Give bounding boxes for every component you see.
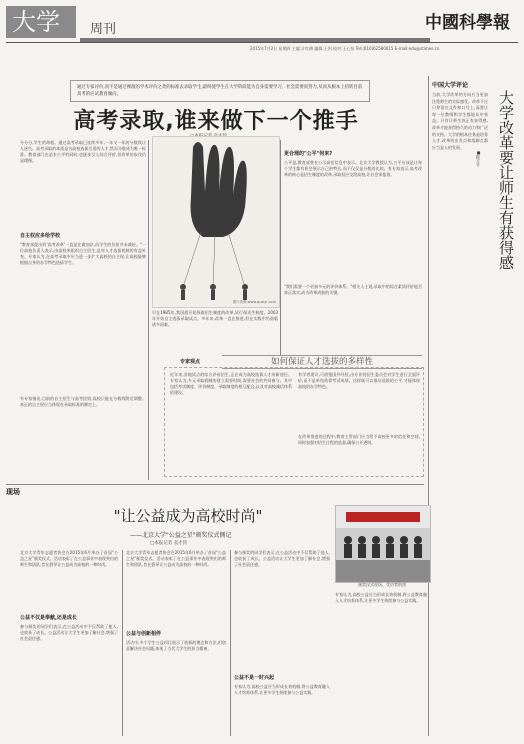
col2-para-2: 公平是,教育部曾在公示高招信息中表示。北京大学教授认为,公平应该是让每个学生都有机会展示自己的特长,而不仅仅是分数的比较。有专家表示,高考改革的核心是招生制度的改革,录取权应交给高校,让社会来监督。	[284, 160, 422, 178]
sidebar-rule	[428, 76, 429, 736]
col2-para-1: 早在1985年,我国就开始探索招生制度的改革,试行保送生制度。2003年开始自主选拔录取试点。多年来,改革一直在推进,但在实践中仍面临诸多困难。	[152, 310, 278, 328]
section-tag: 大学	[6, 6, 76, 38]
col3-para-2: 有学者建议,可借鉴国外经验,由专业的招生委员会对学生进行全面评价,而不是单纯依靠考试成绩。这样既可以保证选拔的公平,又能体现高校的办学特色。	[298, 372, 420, 390]
sidebar-author: ■程方平	[476, 150, 481, 167]
col1-section-heading: 自主权应多给学校	[20, 233, 61, 239]
col2-para-3: "我们需要一个更加多元的评价体系。"相关人士说,录取中的综合素质评价能否真正落实,成为改革成败的关键。	[284, 284, 422, 296]
column-rule-2	[280, 140, 281, 355]
photo-caption: 颁奖仪式现场。受访者供图	[358, 582, 406, 587]
section-label-xianchang: 现场	[6, 488, 20, 496]
col1-para-3: 有专家指出,目前的自主招生与高考挂钩,高校只能在分数线附近调整。真正的自主权应当体现在录取标准的制定上。	[20, 396, 146, 408]
second-section-2: 公益与创新相伴	[126, 631, 162, 637]
second-para-3: 活动中,多个学生公益项目展示了创新的理念和方法,用创意解决社会问题,体现了当代大学生的担当精神。	[126, 640, 226, 652]
sidebar-vertical-title: 大学改革要让师生有获得感	[497, 90, 515, 270]
award-ceremony-photo	[335, 505, 431, 583]
illustration-credit: 图片来源:www.gusiyi.com	[232, 300, 276, 304]
col1-para-2: "教育部提出的'高考改革'一直是在做加法,而学生的负担并未减轻。"一位高校负责人表示,由高校来组织自主招生,是对人才选拔机制的有益补充。专家认为,在高考录取中应当进一步扩大高校的自主权,让高校能够根据自身的办学特色选拔学生。	[20, 242, 146, 266]
section-subtitle: 周刊	[90, 22, 117, 37]
hand-puppet-illustration	[152, 136, 280, 308]
main-headline: 高考录取,谁来做下一个推手	[73, 109, 359, 134]
pull-quote-label: 专家观点	[180, 359, 201, 365]
header-rule	[6, 42, 518, 43]
second-byline: □本报记者 袁才钧	[150, 541, 188, 546]
lead-box: 通过专家评价,而不是通过裸演的学术评价之类的标准去录取学生,最终使学生在大学阶段能为自身需要学习、社会需要而努力,从而从根本上扭转目前高考的应试教育倾向。	[70, 80, 370, 102]
sidebar-column-title: 中国大学评论	[432, 82, 469, 89]
col1-para-1: 分分分,学生的命根。通过高考录取已连续多年,一年又一年的分数线让人迷失。高考录取的本质是为高校选拔合适的人才,然而分数成为唯一标准。教育部门在追求公平的同时,也逐步引入综合评价,但改革的步伐仍显缓慢。	[20, 140, 146, 164]
second-para-4: 专家认为,高校公益应当形成长效机制,将公益教育融入人才培养体系,让更多学生持续参与公益实践。	[234, 684, 330, 696]
section-divider	[6, 484, 424, 485]
column-rule-1	[148, 140, 149, 480]
second-section-1: 公益不仅是奉献,还是成长	[20, 615, 77, 621]
col3-para-1: 近年来,各地试点的综合评价招生,正在成为高校选拔人才的新途径。专家认为,多元录取机制的建立需要时间,需要社会的共同参与。其中包括考试制度、评价制度、录取制度的相互配合,以及对高校诚信体系的建设。	[170, 372, 292, 396]
second-para-1: 北京大学青年志愿者协会在2015年6月举办了首届"公益之星"颁奖仪式。活动表彰了在公益事业中表现突出的师生和团队,旨在倡导让公益成为高校的一种时尚。	[20, 550, 118, 568]
paper-logo: 中國科學報	[425, 13, 510, 33]
pull-quote: 如何保证人才选拔的多样性	[222, 355, 422, 369]
second-para-4-cont: 参与颁奖的同学们表示,在公益活动中不仅帮助了他人,也收获了成长。公益活动让大学生更加了解社会,增强了社会责任感。	[234, 550, 330, 568]
second-para-3-cont: 北京大学青年志愿者协会在2015年6月举办了首届"公益之星"颁奖仪式。活动表彰了在公益事业中表现突出的师生和团队,旨在倡导让公益成为高校的一种时尚。	[126, 550, 226, 568]
header-meta: 2015年7月2日 星期四 主编:计红梅 编辑:王剑 校对:王心怡 Tel:(010)62580615 E-mail:edu@stimes.cn	[250, 46, 440, 51]
sidebar-body: 当前,大学改革的方向应当更加注重师生的实际感受。改革不应只停留在文件和口号上,而要让每一位教师和学生都能从中获益。只有让师生真正有获得感,改革才能获得持久的动力和广泛的支持。大学的根本任务是培养人才,改革的出发点和落脚点都应当是人的发展。	[432, 92, 488, 150]
second-subheadline: ——北京大学"公益之星"颁奖仪式侧记	[130, 532, 232, 539]
second-section-3: 公益不是一时兴起	[234, 675, 275, 681]
col3-para-3: 在改革推进的过程中,教育主管部门应当给予高校更多的信任和空间,同时加强对招生过程的监督,确保公开透明。	[298, 434, 420, 446]
col2-section-heading: 更合理的"公平"何来?	[284, 151, 333, 157]
second-headline: "让公益成为高校时尚"	[113, 507, 263, 525]
second-para-2: 参与颁奖的同学们表示,在公益活动中不仅帮助了他人,也收获了成长。公益活动让大学生更加了解社会,增强了社会责任感。	[20, 624, 118, 642]
second-para-5: 专家认为,高校公益应当形成长效机制,将公益教育融入人才培养体系,让更多学生持续参与公益实践。	[335, 592, 427, 604]
second-rule-2	[230, 550, 231, 736]
second-rule-1	[122, 550, 123, 736]
